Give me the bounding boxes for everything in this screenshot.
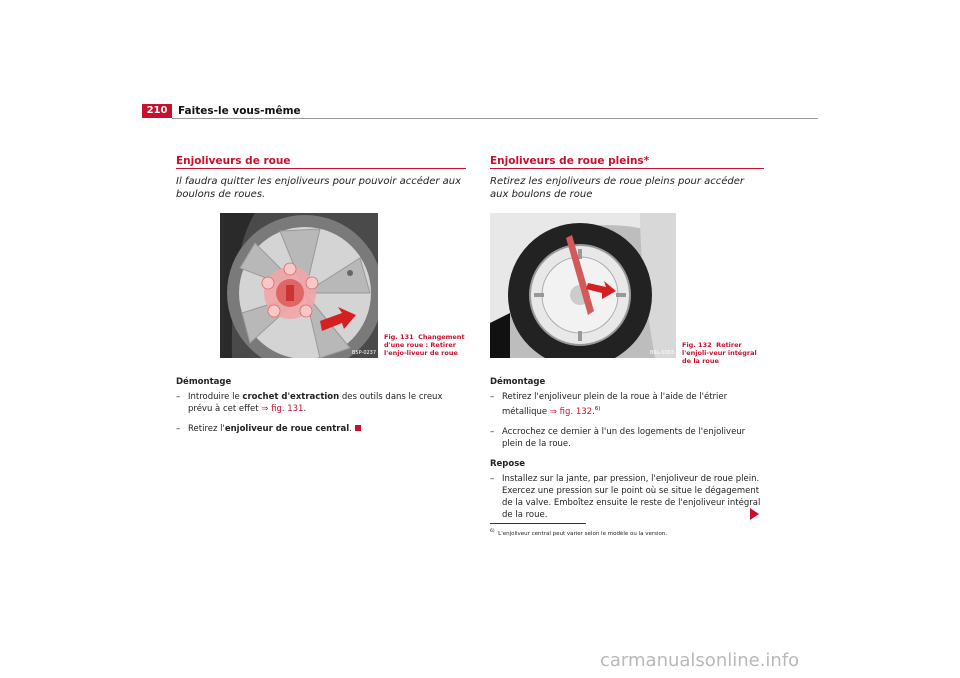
section-intro: Il faudra quitter les enjoliveurs pour pouvoir accéder aux boulons de roues. <box>176 176 462 200</box>
figure-131-caption-text: Changement d'une roue : Retirer l'enjo-liveur de roue <box>384 333 465 357</box>
footnote: $^{6)}$ L'enjoliveur central peut varier selon le modèle ou la version. <box>490 529 668 537</box>
figure-132-caption-text: Retirer l'enjoli-veur intégral de la roue <box>682 341 757 365</box>
figure-132-code: B6L-0063 <box>650 350 674 356</box>
right-body <box>490 376 764 529</box>
header-rule <box>172 118 818 119</box>
figure-131-image <box>220 213 378 358</box>
footnote-rule <box>490 523 586 524</box>
list-item: – Installez sur la jante, par pression, l'enjoliveur de roue plein. Exercez une pression sur le point où se situe le dégagement de la valve. Emboîtez ensuite le reste de l'enjoliveur intégral de la roue. <box>490 473 761 520</box>
list-item: – Introduire le crochet d'extraction des outils dans le creux prévu à cet effet ⇒ fig. 131. <box>176 392 443 414</box>
figure-131-caption-number: Fig. 131 <box>384 333 414 341</box>
figure-132-image <box>490 213 676 358</box>
section-title-enjoliveurs: Enjoliveurs de roue <box>176 155 291 167</box>
list-item: – Accrochez ce dernier à l'un des logements de l'enjoliveur plein de la roue. <box>490 426 746 449</box>
fig-132-link[interactable]: ⇒ fig. 132 <box>549 406 593 417</box>
footnote-ref[interactable]: 6) <box>594 406 601 412</box>
watermark: carmanualsonline.info <box>600 650 800 671</box>
page-number: 210 <box>142 104 172 118</box>
subhead-demontage: Démontage <box>490 377 546 387</box>
subhead-demontage: Démontage <box>176 377 232 387</box>
left-body <box>176 376 466 443</box>
fig-131-link[interactable]: ⇒ fig. 131 <box>261 404 304 414</box>
subhead-repose: Repose <box>490 458 526 469</box>
figure-131-caption <box>384 333 466 357</box>
section-intro: Retirez les enjoliveurs de roue pleins pour accéder aux boulons de roue <box>490 176 745 200</box>
list-item: – Retirez l'enjoliveur plein de la roue à l'aide de l'étrier métallique ⇒ fig. 132.$^{6)}$ <box>490 392 728 417</box>
section-title-enjoliveurs-pleins: Enjoliveurs de roue pleins* <box>490 155 650 167</box>
section-rule <box>176 168 466 169</box>
section-rule <box>490 168 764 169</box>
next-page-arrow-icon[interactable] <box>750 508 759 520</box>
list-item: – Retirez l'enjoliveur de roue central. <box>176 423 466 435</box>
header-title: Faites-le vous-même <box>178 105 301 117</box>
figure-131-code: B5P-0237 <box>352 350 377 356</box>
end-marker <box>355 425 361 431</box>
figure-132-caption-number: Fig. 132 <box>682 341 712 349</box>
figure-132-caption <box>682 341 764 365</box>
